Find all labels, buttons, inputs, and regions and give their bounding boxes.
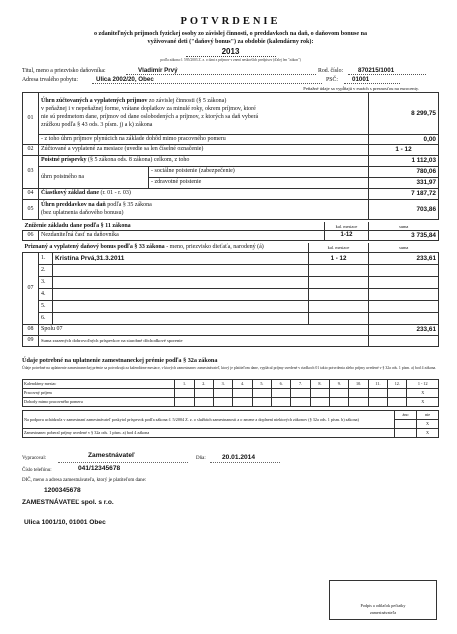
row-09-amount	[369, 335, 439, 346]
row-04-label-bold: Čiastkový základ dane	[41, 190, 100, 197]
row-05-line-2: (bez uplatnenia daňového bonusu)	[41, 210, 124, 217]
row-02-label: Zúčtované a vyplatené za mesiace (uvedie sa len číselné označenie)	[39, 144, 369, 155]
child-index: 4.	[39, 288, 53, 300]
premium-title: Údaje potrebné na uplatnenie zamestnaneckej prémie podľa § 32a zákona	[22, 356, 218, 364]
row-number: 09	[23, 335, 39, 346]
row-number: 04	[23, 188, 39, 199]
child-amount	[369, 276, 439, 288]
bonus-table	[22, 243, 439, 347]
bonus-title-bold: Priznaný a vyplatený daňový bonus podľa § 33 zákona	[24, 244, 165, 251]
postal-code-label: PSČ:	[326, 76, 338, 83]
birth-number-label: Rod. číslo:	[318, 67, 344, 74]
month-cell: 2.	[194, 379, 213, 388]
row-03-title	[39, 155, 369, 166]
work-income-label: Pracovný príjem	[23, 388, 175, 397]
child-row	[23, 312, 439, 324]
row-01-sub	[23, 134, 439, 144]
tax-year: 2013	[186, 47, 276, 57]
year-line	[22, 47, 439, 57]
child-name	[53, 288, 309, 300]
child-name: Kristína Prvá,31.3.2011	[53, 252, 309, 264]
row-03-social-label: - sociálne poistenie (zabezpečenie)	[149, 166, 369, 177]
row-03	[23, 155, 439, 166]
row-03-social	[23, 166, 439, 177]
row-06-amount: 3 735,84	[369, 231, 439, 241]
postal-code-value: 01001	[352, 76, 370, 84]
row-05-amount: 703,86	[369, 199, 439, 219]
row-number: 02	[23, 144, 39, 155]
child-index: 2.	[39, 264, 53, 276]
child-index: 5.	[39, 300, 53, 312]
law-reference: podľa zákona č. 595/2003 Z. z. o dani z príjmov v znení neskorších predpisov (ďalej len "zákon")	[160, 58, 301, 63]
child-months: 1 - 12	[309, 252, 369, 264]
row-number: 06	[23, 231, 39, 241]
address-value: Ulica 2002/20, Obec	[96, 76, 154, 84]
company-name: ZAMESTNÁVATEĽ spol. s r.o.	[22, 499, 114, 507]
question-1-yes	[395, 419, 417, 428]
row-09	[23, 335, 439, 346]
row-03-amount: 1 112,03	[369, 155, 439, 166]
row-03-health-amount: 331,97	[369, 177, 439, 188]
month-cell: 8.	[310, 379, 329, 388]
yes-header: áno	[395, 410, 417, 419]
child-index: 1.	[39, 252, 53, 264]
row-01	[23, 92, 439, 134]
employee-name-value: Vladimír Prvý	[138, 67, 178, 75]
row-04-label	[39, 188, 369, 199]
bonus-sum-header: suma	[369, 243, 439, 252]
bonus-title-rest: - meno, priezvisko dieťaťa, narodený (á)	[164, 244, 264, 251]
question-2-no: X	[417, 428, 439, 437]
child-months	[309, 312, 369, 324]
phone-label: Číslo telefónu:	[22, 468, 52, 474]
child-row	[23, 264, 439, 276]
child-row	[23, 252, 439, 264]
work-income-mark: X	[407, 388, 439, 397]
row-02-value: 1 - 12	[369, 144, 439, 155]
row-01-title-rest: zo závislej činnosti (§ 5 zákona)	[147, 98, 227, 105]
month-cell: 5.	[252, 379, 271, 388]
row-08	[23, 324, 439, 335]
row-04	[23, 188, 439, 199]
row-05-label	[39, 199, 369, 219]
question-2-label: Zamestnanec poberal príjmy uvedené v § 32a ods. 1 písm. a) bod 4 zákona	[23, 428, 395, 437]
child-index: 3.	[39, 276, 53, 288]
agreements-row	[23, 397, 439, 406]
month-cell: 1.	[175, 379, 194, 388]
row-01-line-2: v peňažnej i v nepeňažnej forme, vrátane doplatkov za minulé roky, okrem príjmov, ktoré	[41, 106, 256, 113]
dic-value: 1200345678	[44, 487, 81, 495]
row-06-label: Nezdaniteľná časť na daňovníka	[39, 231, 325, 241]
child-months	[309, 276, 369, 288]
child-months	[309, 288, 369, 300]
row-05-label-rest: podľa § 35 zákona	[105, 201, 152, 208]
deduction-sum-header: suma	[369, 222, 439, 231]
dic-label-row	[22, 476, 439, 485]
row-09-label: Suma zrazených dobrovoľných príspevkov na starobné dôchodkové sporenie	[39, 335, 369, 346]
row-number: 08	[23, 324, 39, 335]
question-2-yes	[395, 428, 417, 437]
row-number: 07	[23, 252, 39, 324]
row-05-label-bold: Úhrn preddavkov na daň	[41, 201, 106, 208]
month-cell: 4.	[233, 379, 252, 388]
stamp-label-2: zamestnávateľa	[369, 610, 397, 616]
child-name	[53, 300, 309, 312]
deduction-header	[23, 222, 439, 231]
child-amount	[369, 300, 439, 312]
dic-value-row	[22, 485, 439, 497]
prepared-label: Vypracoval:	[22, 456, 47, 462]
premium-months-table	[22, 379, 439, 407]
deduction-title: Zníženie základu dane podľa § 11 zákona	[23, 222, 325, 231]
row-number: 01	[23, 92, 39, 144]
child-name	[53, 312, 309, 324]
prepared-row	[22, 452, 439, 464]
month-cell: 6.	[272, 379, 291, 388]
month-cell: 1 - 12	[407, 379, 439, 388]
work-income-row	[23, 388, 439, 397]
bonus-months-header: kal. mesiace	[309, 243, 369, 252]
row-08-amount: 233,61	[369, 324, 439, 335]
child-months	[309, 300, 369, 312]
child-row	[23, 288, 439, 300]
prepared-line	[58, 462, 188, 463]
employee-address-row	[22, 76, 439, 85]
child-amount: 233,61	[369, 252, 439, 264]
month-cell: 10.	[349, 379, 368, 388]
question-2-row	[23, 428, 439, 437]
dic-label: DIČ, meno a adresa zamestnávateľa, ktorý je platiteľom dane:	[22, 478, 147, 484]
currency-note: Peňažné údaje sa vypĺňajú v eurách s presnosťou na eurocenty.	[303, 85, 419, 91]
row-number: 03	[23, 155, 39, 188]
bonus-header	[23, 243, 439, 252]
signature-stamp-box	[329, 580, 437, 620]
row-04-amount: 7 187,72	[369, 188, 439, 199]
employee-name-label: Titul, meno a priezvisko daňovníka:	[22, 67, 106, 74]
stamp-label: Podpis a odtlačok pečiatky	[360, 603, 406, 609]
child-row	[23, 276, 439, 288]
agreements-label: Dohody mimo pracovného pomeru	[23, 397, 175, 406]
child-amount	[369, 264, 439, 276]
question-1-no: X	[417, 419, 439, 428]
child-name	[53, 276, 309, 288]
subtitle-line-1: o zdaniteľných príjmoch fyzickej osoby zo závislej činnosti, o preddavkoch na daň, o daňovom bonuse na	[93, 31, 368, 38]
row-01-sub-amount: 0,00	[369, 134, 439, 144]
document-title: POTVRDENIE	[180, 16, 281, 27]
company-address: Ulica 1001/10, 01001 Obec	[24, 519, 106, 527]
month-cell: 9.	[330, 379, 349, 388]
child-row	[23, 300, 439, 312]
phone-row	[22, 464, 439, 476]
row-01-line-3: nie sú predmetom dane, príjmov od dane oslobodených a príjmov, z ktorých sa daň vyberá	[41, 114, 259, 121]
row-03-title-bold: Poistné príspevky	[41, 157, 87, 164]
row-03-social-amount: 780,06	[369, 166, 439, 177]
document-subtitle	[22, 31, 439, 46]
birth-number-value: 870215/1001	[358, 67, 395, 75]
row-03-title-rest: (§ 5 zákona ods. 8 zákona) celkom, z toho	[86, 157, 190, 164]
row-01-title: Úhrn zúčtovaných a vyplatených príjmov	[41, 98, 148, 105]
child-index: 6.	[39, 312, 53, 324]
row-02	[23, 144, 439, 155]
child-name	[53, 264, 309, 276]
month-cell: 11.	[368, 379, 387, 388]
deduction-table	[22, 222, 439, 242]
row-05	[23, 199, 439, 219]
child-months	[309, 264, 369, 276]
row-03-health-label: - zdravotné poistenie	[149, 177, 369, 188]
date-value: 20.01.2014	[222, 454, 256, 462]
month-cell: 12.	[388, 379, 407, 388]
company-address-row	[22, 517, 439, 529]
month-cell: 3.	[214, 379, 233, 388]
row-08-label: Spolu 07	[39, 324, 369, 335]
date-line	[210, 462, 280, 463]
child-amount	[369, 288, 439, 300]
row-01-amount: 8 299,75	[369, 92, 439, 134]
no-header: nie	[417, 410, 439, 419]
row-number: 05	[23, 199, 39, 219]
prepared-value: Zamestnávateľ	[88, 452, 135, 460]
question-1-row	[23, 410, 439, 419]
date-label: Dňa:	[196, 456, 206, 462]
row-06-months: 1-12	[325, 231, 369, 241]
month-cell: 7.	[291, 379, 310, 388]
question-1-label: Na podporu uchádzača v zamestnaní zamestnávateľ poskytol príspevok podľa zákona č. 5/2004 Z. z. o službách zamestnanosti a o zmene a doplnení niektorých zákonov (§ 32a ods. 1 písm. b) zákona)	[23, 410, 395, 428]
income-table	[22, 92, 439, 220]
phone-value: 041/12345678	[78, 465, 121, 473]
months-row	[23, 379, 439, 388]
employee-name-row	[22, 67, 439, 76]
row-01-description	[39, 92, 369, 134]
child-amount	[369, 312, 439, 324]
agreements-mark: X	[407, 397, 439, 406]
bonus-title	[23, 243, 309, 252]
subtitle-line-2: vyživované deti ("daňový bonus") za obdobie (kalendárny rok):	[147, 38, 314, 45]
row-01-line-4: zrážkou podľa § 43 ods. 3 písm. j) a k) zákona	[41, 122, 153, 129]
premium-paragraph: Údaje potrebné na uplatnenie zamestnaneckej prémie sa potvrdzujú za kalendárne mesiace, v ktorých zamestnanec zamestnávateľ, ktorý je platiteľom dane, vyplácal príjmy uvedené v riadkoch 01 takto potvrdenia alebo príjmy uvedené v § 32a ods. 1 písm. a) bod 4 zákona.	[22, 366, 437, 370]
company-row	[22, 497, 439, 509]
premium-questions-table	[22, 410, 439, 438]
row-04-label-rest: (r. 01 - r. 03)	[99, 190, 131, 197]
row-01-sub-label: - z toho úhrn príjmov plynúcich na základe dohôd mimo pracovného pomeru	[39, 134, 369, 144]
months-label: Kalendárny mesiac	[23, 379, 175, 388]
row-06	[23, 231, 439, 241]
address-label: Adresa trvalého pobytu:	[22, 76, 79, 83]
row-03-left-label: úhrn poistného na	[39, 166, 149, 188]
deduction-months-header: kal. mesiace	[325, 222, 369, 231]
